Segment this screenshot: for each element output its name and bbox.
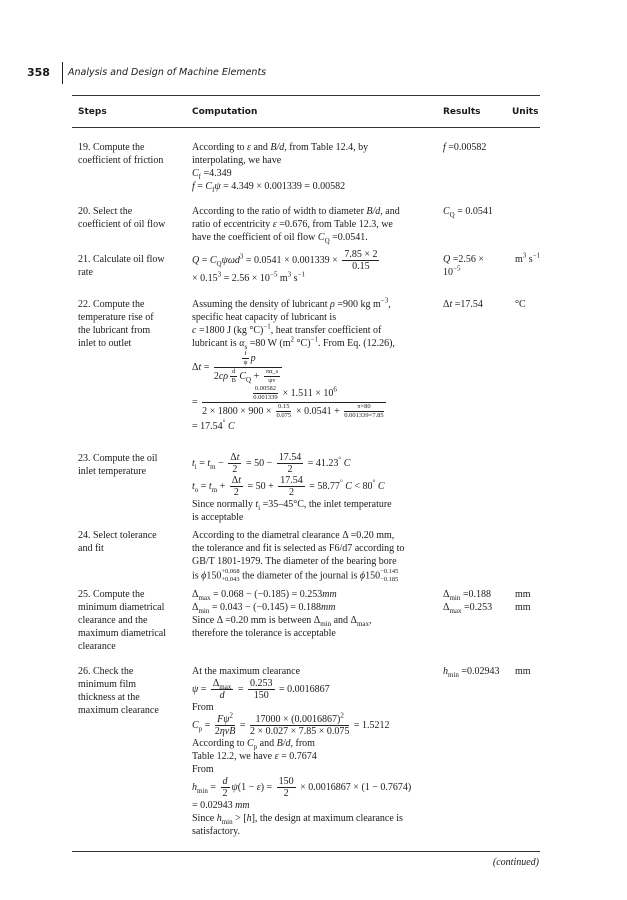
math-variable: c (192, 325, 197, 336)
result-cell (443, 205, 515, 218)
numerator: 0.253 (250, 678, 273, 689)
subscript: max (219, 683, 232, 691)
column-header-steps: Steps (78, 107, 107, 117)
math-variable: d (219, 690, 225, 701)
step-text: 23. Compute the oil (78, 453, 158, 464)
line: Δt = $\frac{f}{\psi}$ p 2cρ $\frac{d}{B}$ $C_Q$ + $\frac{\pi\alpha\_s}{\psi v}$ (192, 350, 442, 385)
step-cell (78, 298, 188, 350)
denominator: 2 (222, 788, 228, 799)
continued-note: (continued) (492, 857, 539, 868)
superscript: 6 (333, 385, 337, 394)
line: mm (515, 589, 531, 600)
line: GB/T 1801-1979. The diameter of the bearing bore (192, 556, 397, 567)
math-variable: ψ (214, 181, 221, 192)
numerator: πα_s (265, 368, 279, 375)
fraction (221, 776, 230, 799)
table-header-rule (72, 127, 540, 128)
denominator: 2 (289, 487, 295, 498)
fraction (242, 350, 248, 367)
denominator: 2 × 1800 × 900 × $\frac{0.15}{0.075}$ × 0.0541 + $\frac{\pi\times 80}{0.001339\times 7.85}$ (202, 403, 384, 419)
superscript: 2 (290, 335, 295, 344)
line: ψ = $\Delta_{max}$ d = $\frac{0.253}{150}$ = 0.0016867 (192, 678, 330, 701)
superscript: ° (372, 478, 376, 487)
math-variable: Q (443, 254, 451, 265)
subscript: f (198, 173, 202, 181)
line: $C_f =4.349$ (192, 168, 232, 181)
line: × $0.15^3 = 2.56 \times 10^{-5}$ $m^3$ $s^{-1}$ (192, 270, 306, 284)
line: $\Delta_{max} = 0.068 - (-0.185) = 0.253mm$ (192, 589, 337, 602)
line: $C_Q = 0.0541$ (443, 206, 493, 219)
subscript: min (448, 671, 459, 679)
line: is acceptable (192, 512, 244, 523)
subscript: p (253, 743, 258, 751)
numerator: $\frac{0.00582}{0.001339}$ × $1.511 \times 10^6$ (202, 385, 386, 403)
line: From (192, 764, 214, 775)
line: $\Delta_{min} =0.188$ (443, 589, 491, 602)
denominator: 2 (233, 487, 239, 498)
fraction (276, 403, 291, 420)
line: $h_{min}$ = $\frac{d}{2}$ ψ(1 − ε) = $\frac{150}{2}$ × 0.0016867 × (1 − 0.7674) (192, 776, 412, 799)
math-variable: C (443, 206, 450, 217)
line: = 17.54° C (192, 418, 235, 432)
tolerance-limits (380, 568, 398, 584)
fraction (214, 711, 236, 737)
step-text: 21. Calculate oil flow (78, 254, 165, 265)
line: have the coefficient of oil flow $C_Q =0.0541$. (192, 232, 368, 245)
fraction (228, 452, 241, 475)
denominator (211, 690, 234, 701)
math-variable: t (449, 299, 453, 310)
subscript: f (212, 186, 215, 194)
math-variable: mm (235, 800, 250, 811)
math-variable: ϕ (201, 570, 207, 582)
numerator: π×80 (344, 403, 383, 412)
line: $\Delta_{min} = 0.043 - (-0.145) = 0.188mm$ (192, 602, 336, 615)
computation-cell (192, 588, 442, 640)
denominator: ψv (268, 377, 276, 384)
computation-cell (192, 205, 442, 244)
denominator: 2 × 0.027 × 7.85 × 0.075 (249, 726, 350, 737)
numerator (215, 711, 236, 726)
fraction (230, 368, 237, 385)
line: $f = C_f\psi = 4.349 \times 0.001339 = 0.00582$ (192, 181, 346, 194)
step-text: minimum diametrical (78, 602, 165, 613)
math-variable: C (227, 421, 235, 432)
math-variable: C (192, 168, 199, 179)
fraction (230, 475, 243, 498)
fraction (202, 385, 386, 420)
step-text: minimum film (78, 679, 137, 690)
math-variable: t (208, 480, 212, 492)
line: $\Delta_{max} =0.253$ (443, 602, 493, 615)
line: $m^3$ $s^{-1}$ (515, 251, 541, 265)
computation-cell (192, 529, 442, 584)
superscript: 2 (229, 711, 233, 720)
math-variable: C (377, 480, 385, 492)
math-variable: B/d (270, 142, 285, 153)
denominator: 2 (283, 788, 289, 799)
tolerance-limits (221, 568, 239, 584)
superscript: 3 (217, 270, 222, 279)
result-cell (443, 588, 515, 614)
line: Δt =17.54 (443, 299, 483, 310)
fraction (248, 678, 275, 701)
math-variable: Q (192, 254, 200, 266)
numerator: 150 (278, 776, 294, 787)
column-header-units: Units (512, 107, 539, 117)
step-text: inlet to outlet (78, 338, 132, 349)
math-variable: mm (321, 602, 336, 613)
table-top-rule (72, 95, 540, 96)
superscript: ° (222, 418, 226, 427)
line: $t_i = t_m$ − $\frac{\Delta t}{2}$ = 50 − $\frac{17.54}{2}$ = 41.23° C (192, 452, 351, 475)
step-text: 22. Compute the (78, 299, 145, 310)
line: is ϕ150 +0.068 +0.043 the diameter of the journal is ϕ150 −0.145 −0.185 (192, 568, 399, 583)
unit-cell (515, 253, 540, 266)
line: = $\frac{0.00582}{0.001339}$ × $1.511 \times 10^6$ 2 × 1800 × 900 × $\frac{0.15}{0.075}$ × 0.0541 + $\frac{\pi\times 80}{0.001339\times 7.85}$ (192, 385, 384, 419)
math-variable: t (192, 480, 195, 492)
step-cell (78, 253, 188, 279)
numerator: 17.54 (278, 452, 302, 463)
math-variable: t (255, 499, 259, 510)
subscript: min (449, 594, 461, 602)
denominator: ψ (243, 359, 248, 366)
step-text: 25. Compute the (78, 589, 145, 600)
math-variable: t (192, 457, 195, 469)
line: Table 12.2, we have ε = 0.7674 (192, 751, 317, 762)
subscript: Q (449, 211, 455, 219)
numerator: $\Delta_{max}$ (212, 678, 232, 691)
line: Since Δ =0.20 mm is between $\Delta_{min}$ and $\Delta_{max}$, (192, 615, 372, 628)
step-text: 24. Select tolerance (78, 530, 157, 541)
denominator: 0.001339 (253, 394, 278, 401)
superscript: −5 (269, 270, 278, 279)
math-variable: t (238, 475, 242, 486)
line: °C (515, 299, 526, 310)
math-variable: α (239, 338, 245, 349)
math-variable: B/d (276, 738, 291, 749)
subscript: o (194, 485, 199, 494)
superscript: −1 (532, 251, 541, 260)
numerator (221, 776, 230, 788)
math-variable: C (209, 254, 217, 266)
denominator: 0.075 (276, 412, 292, 419)
superscript: −3 (380, 296, 389, 305)
fraction (214, 350, 282, 385)
math-variable: Fψ (217, 714, 230, 725)
line: Since normally $t_i =35-45^\circ C$, the inlet temperature (192, 499, 392, 512)
step-text: clearance (78, 641, 116, 652)
subscript: Q (246, 375, 252, 384)
line: satisfactory. (192, 826, 240, 837)
superscript: −5 (453, 264, 461, 273)
line: $10^{-5}$ (443, 264, 461, 278)
step-text: 20. Select the (78, 206, 133, 217)
step-text: rate (78, 267, 93, 278)
step-text: the lubricant from (78, 325, 151, 336)
line: At the maximum clearance (192, 666, 301, 677)
superscript: −1 (297, 270, 306, 279)
line: specific heat capacity of lubricant is (192, 312, 337, 323)
subscript: min (221, 818, 233, 826)
superscript: 3 (522, 251, 527, 260)
computation-cell (192, 298, 442, 433)
step-cell (78, 529, 188, 555)
unit-cell (515, 588, 531, 614)
step-text: maximum diametrical (78, 628, 167, 639)
subscript: i (194, 462, 197, 471)
book-title: Analysis and Design of Machine Elements (68, 67, 267, 78)
step-text: temperature rise of (78, 312, 154, 323)
step-text: coefficient of friction (78, 155, 164, 166)
line: mm (515, 602, 531, 613)
result-cell (443, 253, 515, 279)
math-variable: mm (322, 589, 337, 600)
subscript: p (198, 724, 203, 733)
fraction (344, 403, 383, 420)
line: $t_o = t_m$ + $\frac{\Delta t}{2}$ = 50 + $\frac{17.54}{2}$ = 58.77° C < 80° C (192, 475, 385, 498)
math-variable: ψ (192, 683, 199, 695)
numerator: 17.54 (280, 475, 303, 486)
line: According to ε and B/d, from Table 12.4, by (192, 142, 369, 153)
line: According to the diametral clearance Δ =0.20 mm, (192, 530, 395, 541)
math-variable: f (192, 181, 195, 192)
line: According to $C_p$ and B/d, from (192, 738, 315, 751)
column-header-computation: Computation (192, 107, 258, 117)
superscript: −1 (310, 335, 318, 344)
math-variable: C (192, 719, 199, 731)
step-cell (78, 588, 188, 653)
column-header-results: Results (443, 107, 481, 117)
math-variable: h (216, 813, 222, 824)
line: Since $h_{min} > [h]$, the design at maximum clearance is (192, 813, 403, 826)
subscript: Q (324, 237, 330, 245)
math-variable: t (198, 361, 202, 373)
superscript: 3 (239, 252, 244, 261)
table-bottom-rule (72, 851, 540, 852)
subscript: s (244, 343, 248, 351)
fraction (277, 452, 304, 475)
math-variable: f (443, 142, 446, 153)
math-variable: ψ (231, 781, 238, 793)
lower-deviation: +0.043 (221, 576, 240, 583)
step-text: inlet temperature (78, 466, 147, 477)
numerator: 0.15 (278, 403, 290, 410)
line: $C_p$ = $F\psi^2$ 2ηvB = $\frac{17000 \times (0.0016867)^2}{2 \times 0.027 \times 7.85 \times 0.075}$ = 1.5212 (192, 711, 390, 737)
result-cell (443, 141, 515, 154)
upper-deviation: −0.145 (380, 568, 399, 575)
line: interpolating, we have (192, 155, 282, 166)
math-variable: h (192, 781, 197, 793)
denominator: 2 (232, 464, 238, 475)
step-text: clearance and the (78, 615, 148, 626)
line: c =1800 J (kg °C)$^{-1}$, heat transfer coefficient of (192, 322, 382, 336)
math-variable: C (239, 370, 247, 382)
step-cell (78, 452, 188, 478)
line: the tolerance and fit is selected as F6/d7 according to (192, 543, 405, 554)
line: $h_{min} =0.02943$ (443, 666, 500, 679)
math-variable: ε (272, 219, 277, 230)
superscript: 3 (287, 270, 292, 279)
step-cell (78, 205, 188, 231)
fraction (278, 475, 305, 498)
denominator: 2ηvB (214, 726, 236, 737)
line: Q =2.56 × (443, 254, 485, 265)
math-variable: ε (256, 781, 261, 793)
numerator: Δt (231, 475, 242, 486)
line: therefore the tolerance is acceptable (192, 628, 336, 639)
math-variable: C (247, 738, 254, 749)
denominator: 2cρ $\frac{d}{B}$ $C_Q$ + $\frac{\pi\alpha\_s}{\psi v}$ (213, 368, 279, 384)
step-text: thickness at the (78, 692, 140, 703)
math-variable: C (345, 480, 352, 492)
superscript: ° (338, 455, 342, 464)
subscript: max (449, 607, 462, 615)
unit-cell (515, 665, 531, 678)
numerator: $17000 \times (0.0016867)^2$ (250, 714, 349, 726)
math-variable: t (236, 452, 240, 463)
subscript: min (198, 607, 210, 615)
math-variable: p (250, 352, 256, 364)
line: ratio of eccentricity ε =0.676, from Table 12.3, we (192, 219, 393, 230)
math-variable: B/d (366, 206, 381, 217)
result-cell (443, 298, 515, 311)
fraction (264, 368, 280, 385)
numerator (214, 350, 282, 368)
header-divider (62, 62, 63, 84)
subscript: i (258, 504, 261, 512)
upper-deviation: +0.068 (221, 568, 240, 575)
math-variable: h (443, 666, 448, 677)
computation-cell (192, 452, 442, 524)
math-variable: ϕ (359, 570, 366, 582)
math-variable: C (317, 232, 325, 243)
subscript: min (197, 786, 208, 795)
superscript: 2 (340, 711, 344, 720)
line: Assuming the density of lubricant ρ =900 kg $m^{-3}$, (192, 296, 391, 310)
math-variable: ηvB (219, 726, 236, 737)
math-variable: ε (247, 142, 251, 153)
line: According to the ratio of width to diameter B/d, and (192, 206, 400, 217)
subscript: max (198, 594, 211, 602)
math-variable: ε (274, 751, 279, 762)
line: f =0.00582 (443, 142, 487, 153)
line: lubricant is $\alpha_s =80$ W ($m^2$ °C)$^{-1}$. From Eq. (12.26), (192, 335, 395, 351)
numerator: f (244, 350, 247, 357)
step-text: 26. Check the (78, 666, 134, 677)
subscript: max (356, 620, 370, 628)
numerator: Δt (230, 452, 240, 463)
math-variable: cρ (218, 370, 229, 382)
fraction (342, 249, 379, 272)
math-variable: d (222, 776, 228, 787)
computation-cell (192, 249, 442, 285)
numerator: 7.85 × 2 (344, 249, 378, 260)
fraction (277, 776, 296, 799)
computation-cell (192, 665, 442, 838)
superscript: ° (339, 478, 343, 487)
math-variable: ρ (330, 299, 335, 310)
step-text: 19. Compute the (78, 142, 145, 153)
subscript: m (210, 462, 216, 471)
math-variable: ψωd (221, 254, 240, 266)
denominator: 2 (287, 464, 293, 475)
step-cell (78, 141, 188, 167)
unit-cell (515, 298, 526, 311)
math-variable: t (207, 457, 211, 469)
numerator: d (232, 368, 236, 375)
line: $Q = C_Q\psi\omega d^3 = 0.0541 \times 0.001339$ × $\frac{7.85 \times 2}{0.15}$ (192, 249, 378, 272)
subscript: min (320, 620, 332, 628)
line: mm (515, 666, 531, 677)
fraction (211, 678, 234, 701)
step-cell (78, 665, 188, 717)
math-variable: C (205, 181, 213, 192)
numerator: 0.00582 (254, 385, 276, 392)
subscript: m (211, 485, 218, 494)
denominator: B (231, 377, 236, 384)
computation-cell (192, 141, 442, 193)
denominator: 0.15 (352, 261, 370, 272)
step-text: maximum clearance (78, 705, 159, 716)
line: = 0.02943 mm (192, 800, 250, 811)
step-text: coefficient of oil flow (78, 219, 166, 230)
line: From (192, 702, 214, 713)
fraction (253, 385, 278, 402)
denominator: 0.001339×7.85 (344, 412, 384, 419)
superscript: −1 (263, 322, 271, 331)
step-text: and fit (78, 543, 104, 554)
page-number: 358 (27, 66, 50, 79)
math-variable: h (246, 813, 252, 824)
lower-deviation: −0.185 (380, 576, 399, 583)
result-cell (443, 665, 515, 678)
subscript: Q (216, 259, 222, 268)
denominator: 150 (253, 690, 269, 701)
math-variable: C (343, 457, 351, 469)
